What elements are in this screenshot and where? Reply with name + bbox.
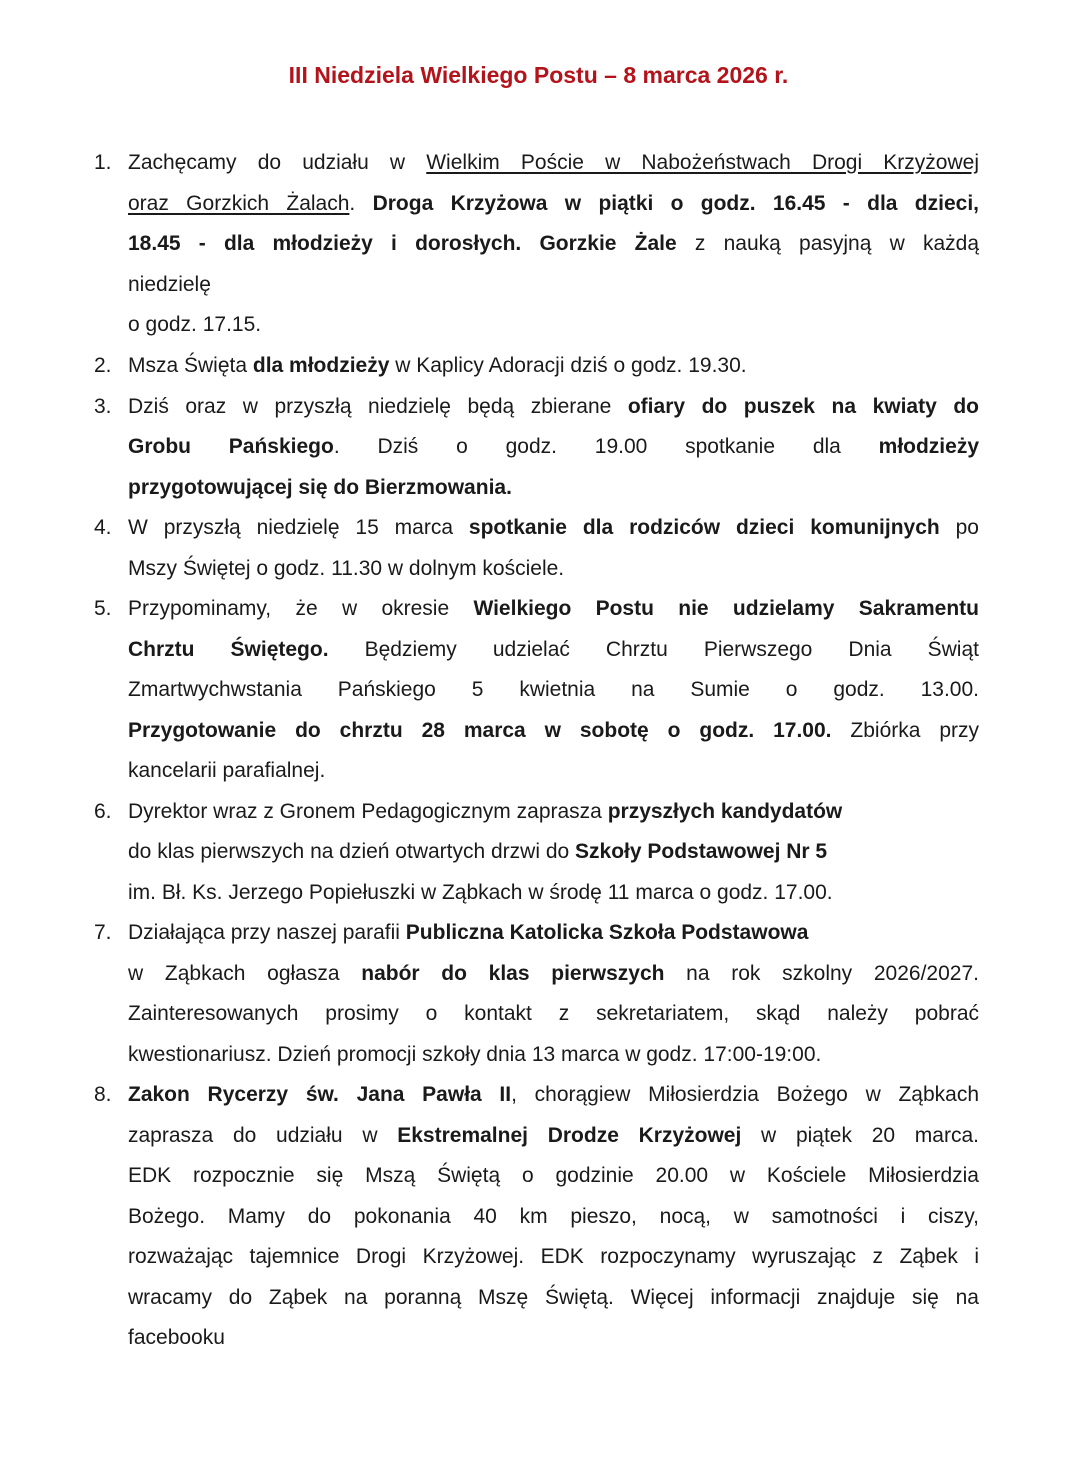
announcement-line (128, 675, 979, 705)
text: w piątek 20 marca. (741, 1123, 979, 1147)
announcement-line (128, 918, 979, 948)
announcement-line (128, 310, 979, 340)
text: wracamy do Ząbek na poranną Mszę Świętą. Więcej informacji znajduje się na (128, 1285, 979, 1309)
text: kwestionariusz. Dzień promocji szkoły dnia 13 marca w godz. 17:00-19:00. (128, 1042, 822, 1066)
announcement-line (128, 148, 979, 178)
bold-text: dla młodzieży (252, 354, 390, 377)
bold-text: spotkanie dla rodziców dzieci komunijnych (468, 516, 940, 539)
text: zaprasza do udziału w (128, 1123, 398, 1147)
item-number: 5. (94, 597, 112, 620)
text: z nauką pasyjną w każdą (676, 232, 979, 255)
text: Zbiórka przy (831, 718, 980, 742)
announcement-line (128, 1202, 979, 1232)
announcement-line (128, 635, 979, 665)
item-number: 2. (94, 354, 112, 377)
announcement-line (128, 1121, 979, 1151)
bold-text: młodzieży (878, 435, 979, 458)
underlined-text: oraz Gorzkich Żalach (128, 191, 350, 215)
bold-text: nabór do klas pierwszych (361, 961, 665, 985)
announcement-line (128, 1080, 979, 1110)
item-number: 3. (94, 394, 112, 418)
announcement-line (128, 473, 979, 503)
text: EDK rozpocznie się Mszą Świętą o godzinie 20.00 w Kościele Miłosierdzia (128, 1164, 979, 1187)
announcement-line (128, 1161, 979, 1191)
bold-text: 18.45 - dla młodzieży i dorosłych. Gorzkie Żale (128, 232, 677, 255)
text: . (349, 191, 373, 215)
announcement-line (128, 797, 979, 827)
text: , chorągiew Miłosierdzia Bożego w Ząbkach (511, 1083, 979, 1106)
text: po (939, 516, 979, 539)
announcement-line (128, 1323, 979, 1353)
text: Dyrektor wraz z Gronem Pedagogicznym zaprasza (128, 799, 608, 823)
text: rozważając tajemnice Drogi Krzyżowej. EDK rozpoczynamy wyruszając z Ząbek i (128, 1245, 979, 1268)
announcement-line (128, 1242, 979, 1272)
announcement-line (128, 189, 979, 219)
text: W przyszłą niedzielę 15 marca (128, 516, 469, 539)
text: facebooku (128, 1326, 225, 1349)
announcement-line (128, 229, 979, 259)
text: niedzielę (128, 272, 211, 296)
text: im. Bł. Ks. Jerzego Popiełuszki w Ząbkach w środę 11 marca o godz. 17.00. (128, 880, 833, 904)
bold-text: przygotowującej się do Bierzmowania. (128, 475, 512, 499)
announcement-line (128, 351, 979, 381)
announcement-line (128, 594, 979, 624)
bold-text: Zakon Rycerzy św. Jana Pawła II (128, 1083, 512, 1106)
bold-text: Droga Krzyżowa w piątki o godz. 16.45 - dla dzieci, (372, 191, 979, 215)
bold-text: Szkoły Podstawowej Nr 5 (575, 840, 828, 863)
item-number: 1. (94, 151, 112, 174)
item-number: 7. (94, 921, 112, 944)
text: w Kaplicy Adoracji dziś o godz. 19.30. (389, 354, 747, 377)
bold-text: Publiczna Katolicka Szkoła Podstawowa (405, 921, 809, 944)
text: Bożego. Mamy do pokonania 40 km pieszo, nocą, w samotności i ciszy, (128, 1204, 979, 1228)
text: Mszy Świętej o godz. 11.30 w dolnym kościele. (128, 556, 565, 580)
announcement-line (128, 878, 979, 908)
text: Zainteresowanych prosimy o kontakt z sekretariatem, skąd należy pobrać (128, 1002, 979, 1025)
item-number: 4. (94, 516, 112, 539)
text: Msza Święta (128, 354, 253, 377)
bold-text: Przygotowanie do chrztu 28 marca w sobotę o godz. 17.00. (128, 718, 832, 742)
item-number: 6. (94, 799, 112, 823)
bold-text: Ekstremalnej Drodze Krzyżowej (397, 1123, 742, 1147)
announcement-line (128, 554, 979, 584)
text: w Ząbkach ogłasza (128, 961, 362, 985)
announcement-line (128, 756, 979, 786)
text: Przypominamy, że w okresie (128, 597, 474, 620)
announcement-line (128, 432, 979, 462)
announcement-line (128, 837, 979, 867)
underlined-text: Wielkim Poście w Nabożeństwach Drogi Krzyżowej (426, 151, 979, 174)
text: Działająca przy naszej parafii (128, 921, 406, 944)
announcement-line (128, 392, 979, 422)
text: kancelarii parafialnej. (128, 759, 326, 782)
text: Dziś oraz w przyszłą niedzielę będą zbierane (128, 394, 628, 418)
bold-text: Wielkiego Postu nie udzielamy Sakramentu (473, 597, 979, 620)
announcement-line (128, 1040, 979, 1070)
bold-text: przyszłych kandydatów (607, 799, 843, 823)
announcement-line (128, 1283, 979, 1313)
text: do klas pierwszych na dzień otwartych drzwi do (128, 840, 576, 863)
text: Zmartwychwstania Pańskiego 5 kwietnia na Sumie o godz. 13.00. (128, 678, 979, 701)
announcement-line (128, 999, 979, 1029)
bold-text: Chrztu Świętego. (128, 637, 329, 661)
announcement-line (128, 716, 979, 746)
text: Zachęcamy do udziału w (128, 151, 427, 174)
announcement-line (128, 270, 979, 300)
announcement-line (128, 959, 979, 989)
text: Będziemy udzielać Chrztu Pierwszego Dnia Świąt (328, 637, 979, 661)
text: . Dziś o godz. 19.00 spotkanie dla (333, 435, 879, 458)
text: na rok szkolny 2026/2027. (664, 961, 979, 985)
bold-text: ofiary do puszek na kwiaty do (627, 394, 979, 418)
text: o godz. 17.15. (128, 313, 262, 336)
page-title: III Niedziela Wielkiego Postu – 8 marca 2026 r. (288, 62, 789, 88)
item-number: 8. (94, 1083, 112, 1106)
announcement-line (128, 513, 979, 543)
bold-text: Grobu Pańskiego (128, 435, 334, 458)
